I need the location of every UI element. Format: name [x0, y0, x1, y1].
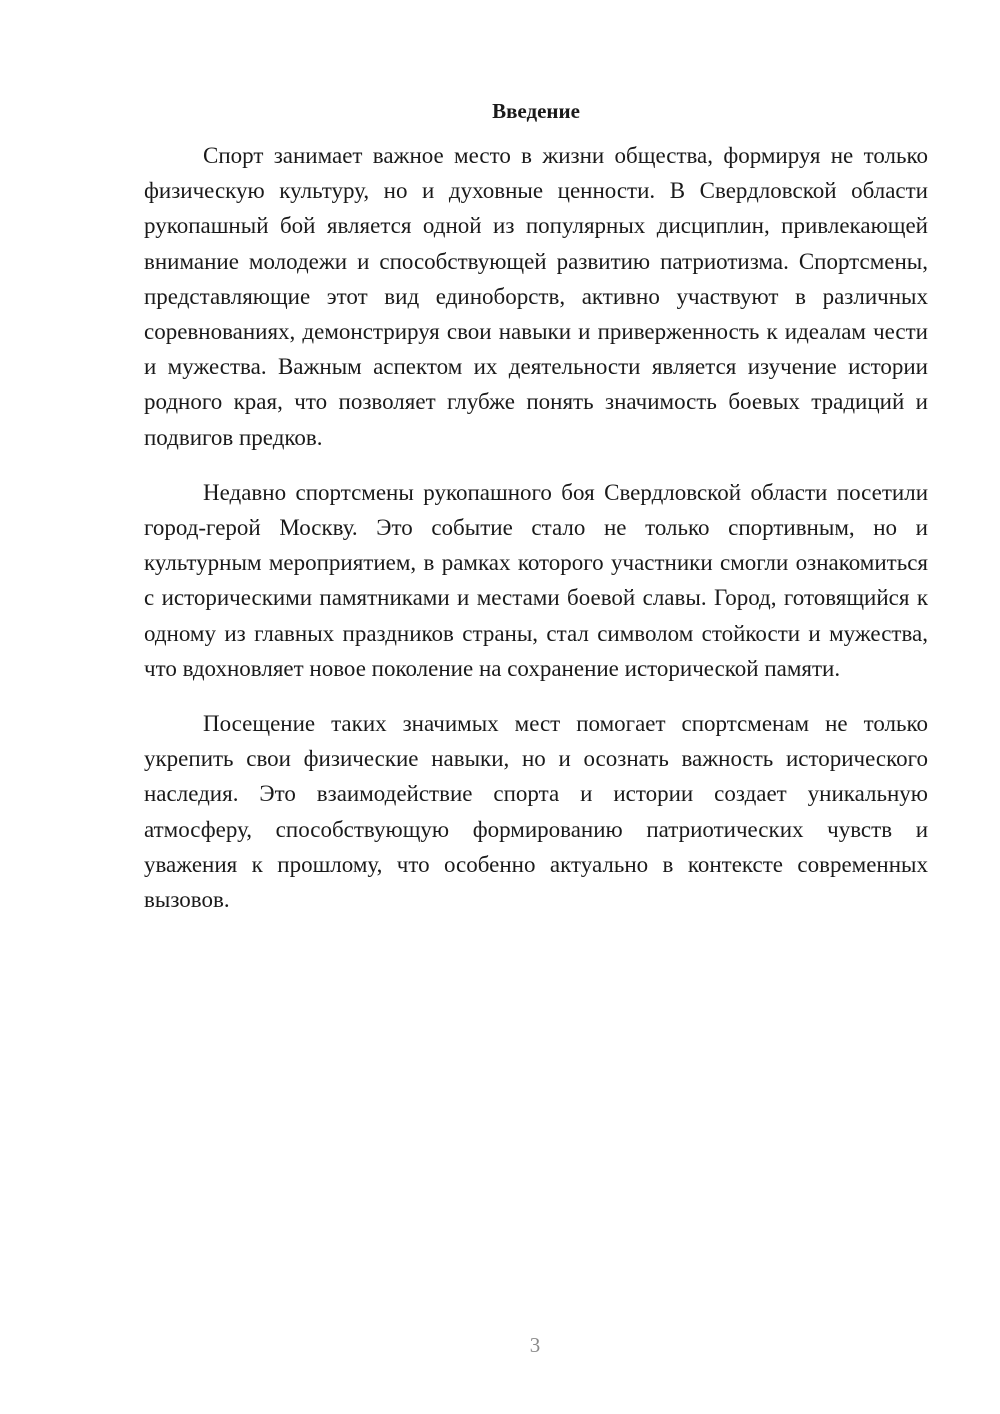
paragraph-3: Посещение таких значимых мест помогает спортсменам не только укрепить свои физические навыки, но и осознать важность исторического наследия. Это взаимодействие спорта и истории создает уникальную атмосферу, способствующую формированию патриотических чувств и уважения к прошлому, что особенно актуально в контексте современных вызовов. [144, 711, 928, 913]
section-title: Введение [492, 99, 580, 123]
paragraph-1: Спорт занимает важное место в жизни общества, формируя не только физическую культуру, но и духовные ценности. В Свердловской области рукопашный бой является одной из популярных дисциплин, привлекающей внимание молодежи и способствующей развитию патриотизма. Спортсмены, представляющие этот вид единоборств, активно участвуют в различных соревнованиях, демонстрируя свои навыки и приверженность к идеалам чести и мужества. Важным аспектом их деятельности является изучение истории родного края, что позволяет глубже понять значимость боевых традиций и подвигов предков. [144, 143, 928, 450]
document-body [144, 96, 928, 937]
paragraph-2: Недавно спортсмены рукопашного боя Свердловской области посетили город-герой Москву. Это событие стало не только спортивным, но и культурным мероприятием, в рамках которого участники смогли ознакомиться с историческими памятниками и местами боевой славы. Город, готовящийся к одному из главных праздников страны, стал символом стойкости и мужества, что вдохновляет новое поколение на сохранение исторической памяти. [144, 479, 928, 681]
page-number: 3 [529, 1333, 541, 1357]
